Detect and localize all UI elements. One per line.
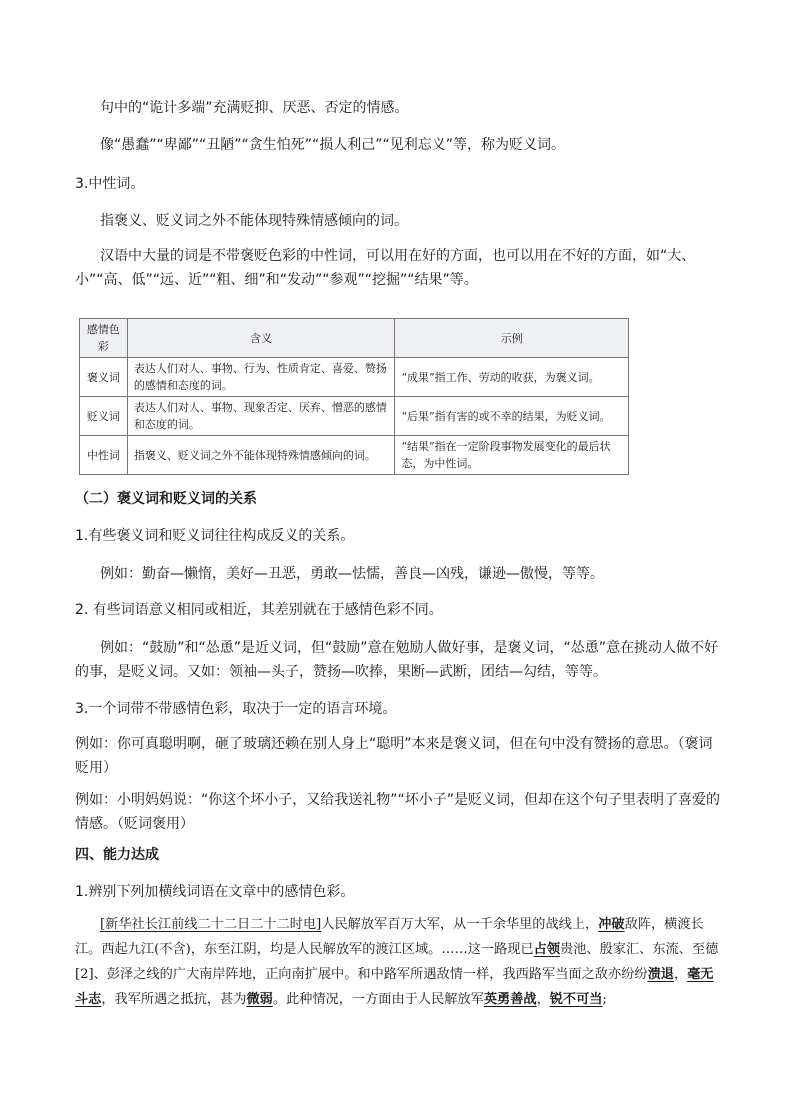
text-line: 2. 有些词语意义相同或相近，其差别就在于感情色彩不同。 — [75, 602, 443, 618]
underlined-term: 冲破 — [598, 917, 625, 932]
table-cell: “成果”指工作、劳动的收获，为褒义词。 — [395, 358, 629, 397]
underlined-term: 微弱 — [246, 992, 273, 1007]
table-cell: 指褒义、贬义词之外不能体现特殊情感倾向的词。 — [127, 436, 395, 475]
passage-text: 人民解放军百万大军，从一千余华里的战线上， — [321, 917, 599, 932]
table-header: 示例 — [395, 319, 629, 358]
sentiment-table — [79, 318, 629, 475]
table-row — [80, 358, 629, 397]
text-line: 1.有些褒义词和贬义词往往构成反义的关系。 — [75, 528, 355, 544]
table-row — [80, 436, 629, 475]
passage-text: ，我军所遇之抵抗，甚为 — [101, 992, 247, 1007]
section-heading: 四、能力达成 — [75, 847, 159, 863]
table-cell: 表达人们对人、事物、现象否定、厌弃、憎恶的感情和态度的词。 — [127, 397, 395, 436]
passage-text: ; — [602, 992, 607, 1007]
subheading-neutral-words: 3.中性词。 — [75, 176, 145, 192]
section-heading: （二）褒义词和贬义词的关系 — [75, 491, 257, 507]
text-paragraph: 汉语中大量的词是不带褒贬色彩的中性词，可以用在好的方面，也可以用在不好的方面，如“大、小”“高、低”“远、近”“粗、细”和“发动”“参观”“挖掘”“结果”等。 — [75, 248, 696, 288]
table-row — [80, 397, 629, 436]
question-line: 1.辨别下列加横线词语在文章中的感情色彩。 — [75, 884, 355, 900]
table-cell: “后果”指有害的或不幸的结果，为贬义词。 — [395, 397, 629, 436]
underlined-term: [新华社长江前线二十二日二十二时电] — [100, 917, 322, 932]
underlined-term: 毫无斗志 — [75, 967, 714, 1007]
table-cell: 贬义词 — [80, 397, 128, 436]
text-line: 句中的“诡计多端”充满贬抑、厌恶、否定的情感。 — [100, 100, 409, 116]
passage-text: ， — [536, 992, 550, 1007]
text-line: 像“愚蠢”“卑鄙”“丑陋”“贪生怕死”“损人利己”“见利忘义”等，称为贬义词。 — [100, 137, 566, 153]
table-cell: “结果”指在一定阶段事物发展变化的最后状态，为中性词。 — [395, 436, 629, 475]
text-line: 3.一个词带不带感情色彩，取决于一定的语言环境。 — [75, 701, 397, 717]
text-paragraph: 例如：你可真聪明啊，砸了玻璃还赖在别人身上“聪明”本来是褒义词，但在句中没有赞扬的意思。（褒词贬用） — [75, 736, 713, 776]
text-paragraph: 例如：“鼓励”和“怂恿”是近义词，但“鼓励”意在勉励人做好事，是褒义词，“怂恿”意在挑动人做不好的事，是贬义词。又如：领袖—头子，赞扬—吹捧，果断—武断，团结—勾结，等等。 — [75, 640, 719, 680]
underlined-term: 占领 — [533, 942, 561, 957]
table-header: 含义 — [127, 319, 395, 358]
underlined-term: 锐不可当 — [549, 992, 603, 1007]
text-line: 例如：勤奋—懒惰，美好—丑恶，勇敢—怯懦，善良—凶残，谦逊—傲慢，等等。 — [100, 566, 604, 582]
passage-text: 。此种情况，一方面由于人民解放军 — [272, 992, 484, 1007]
table-header: 感情色彩 — [80, 319, 128, 358]
underlined-term: 英勇善战 — [483, 992, 537, 1007]
text-line: 指褒义、贬义词之外不能体现特殊情感倾向的词。 — [100, 213, 408, 229]
passage-text: 贵池、殷家汇、东流、至德[2]、彭泽之线的广大南岸阵地，正向南扩展中。和中路军所遇敌情一样，我西路军当面之敌亦纷纷 — [75, 942, 719, 982]
text-paragraph: 例如：小明妈妈说：“你这个坏小子，又给我送礼物”“坏小子”是贬义词，但却在这个句子里表明了喜爱的情感。（贬词褒用） — [75, 792, 721, 832]
reading-passage — [75, 912, 725, 1012]
passage-text: ， — [673, 967, 688, 982]
table-cell: 表达人们对人、事物、行为、性质肯定、喜爱、赞扬的感情和态度的词。 — [127, 358, 395, 397]
table-cell: 褒义词 — [80, 358, 128, 397]
underlined-term: 溃退 — [647, 967, 674, 982]
passage-text: 敌阵，横渡长江。西起九江(不含)，东至江阴，均是人民解放军的渡江区域。……这一路现已 — [75, 917, 704, 957]
table-header-row — [80, 319, 629, 358]
table-cell: 中性词 — [80, 436, 128, 475]
